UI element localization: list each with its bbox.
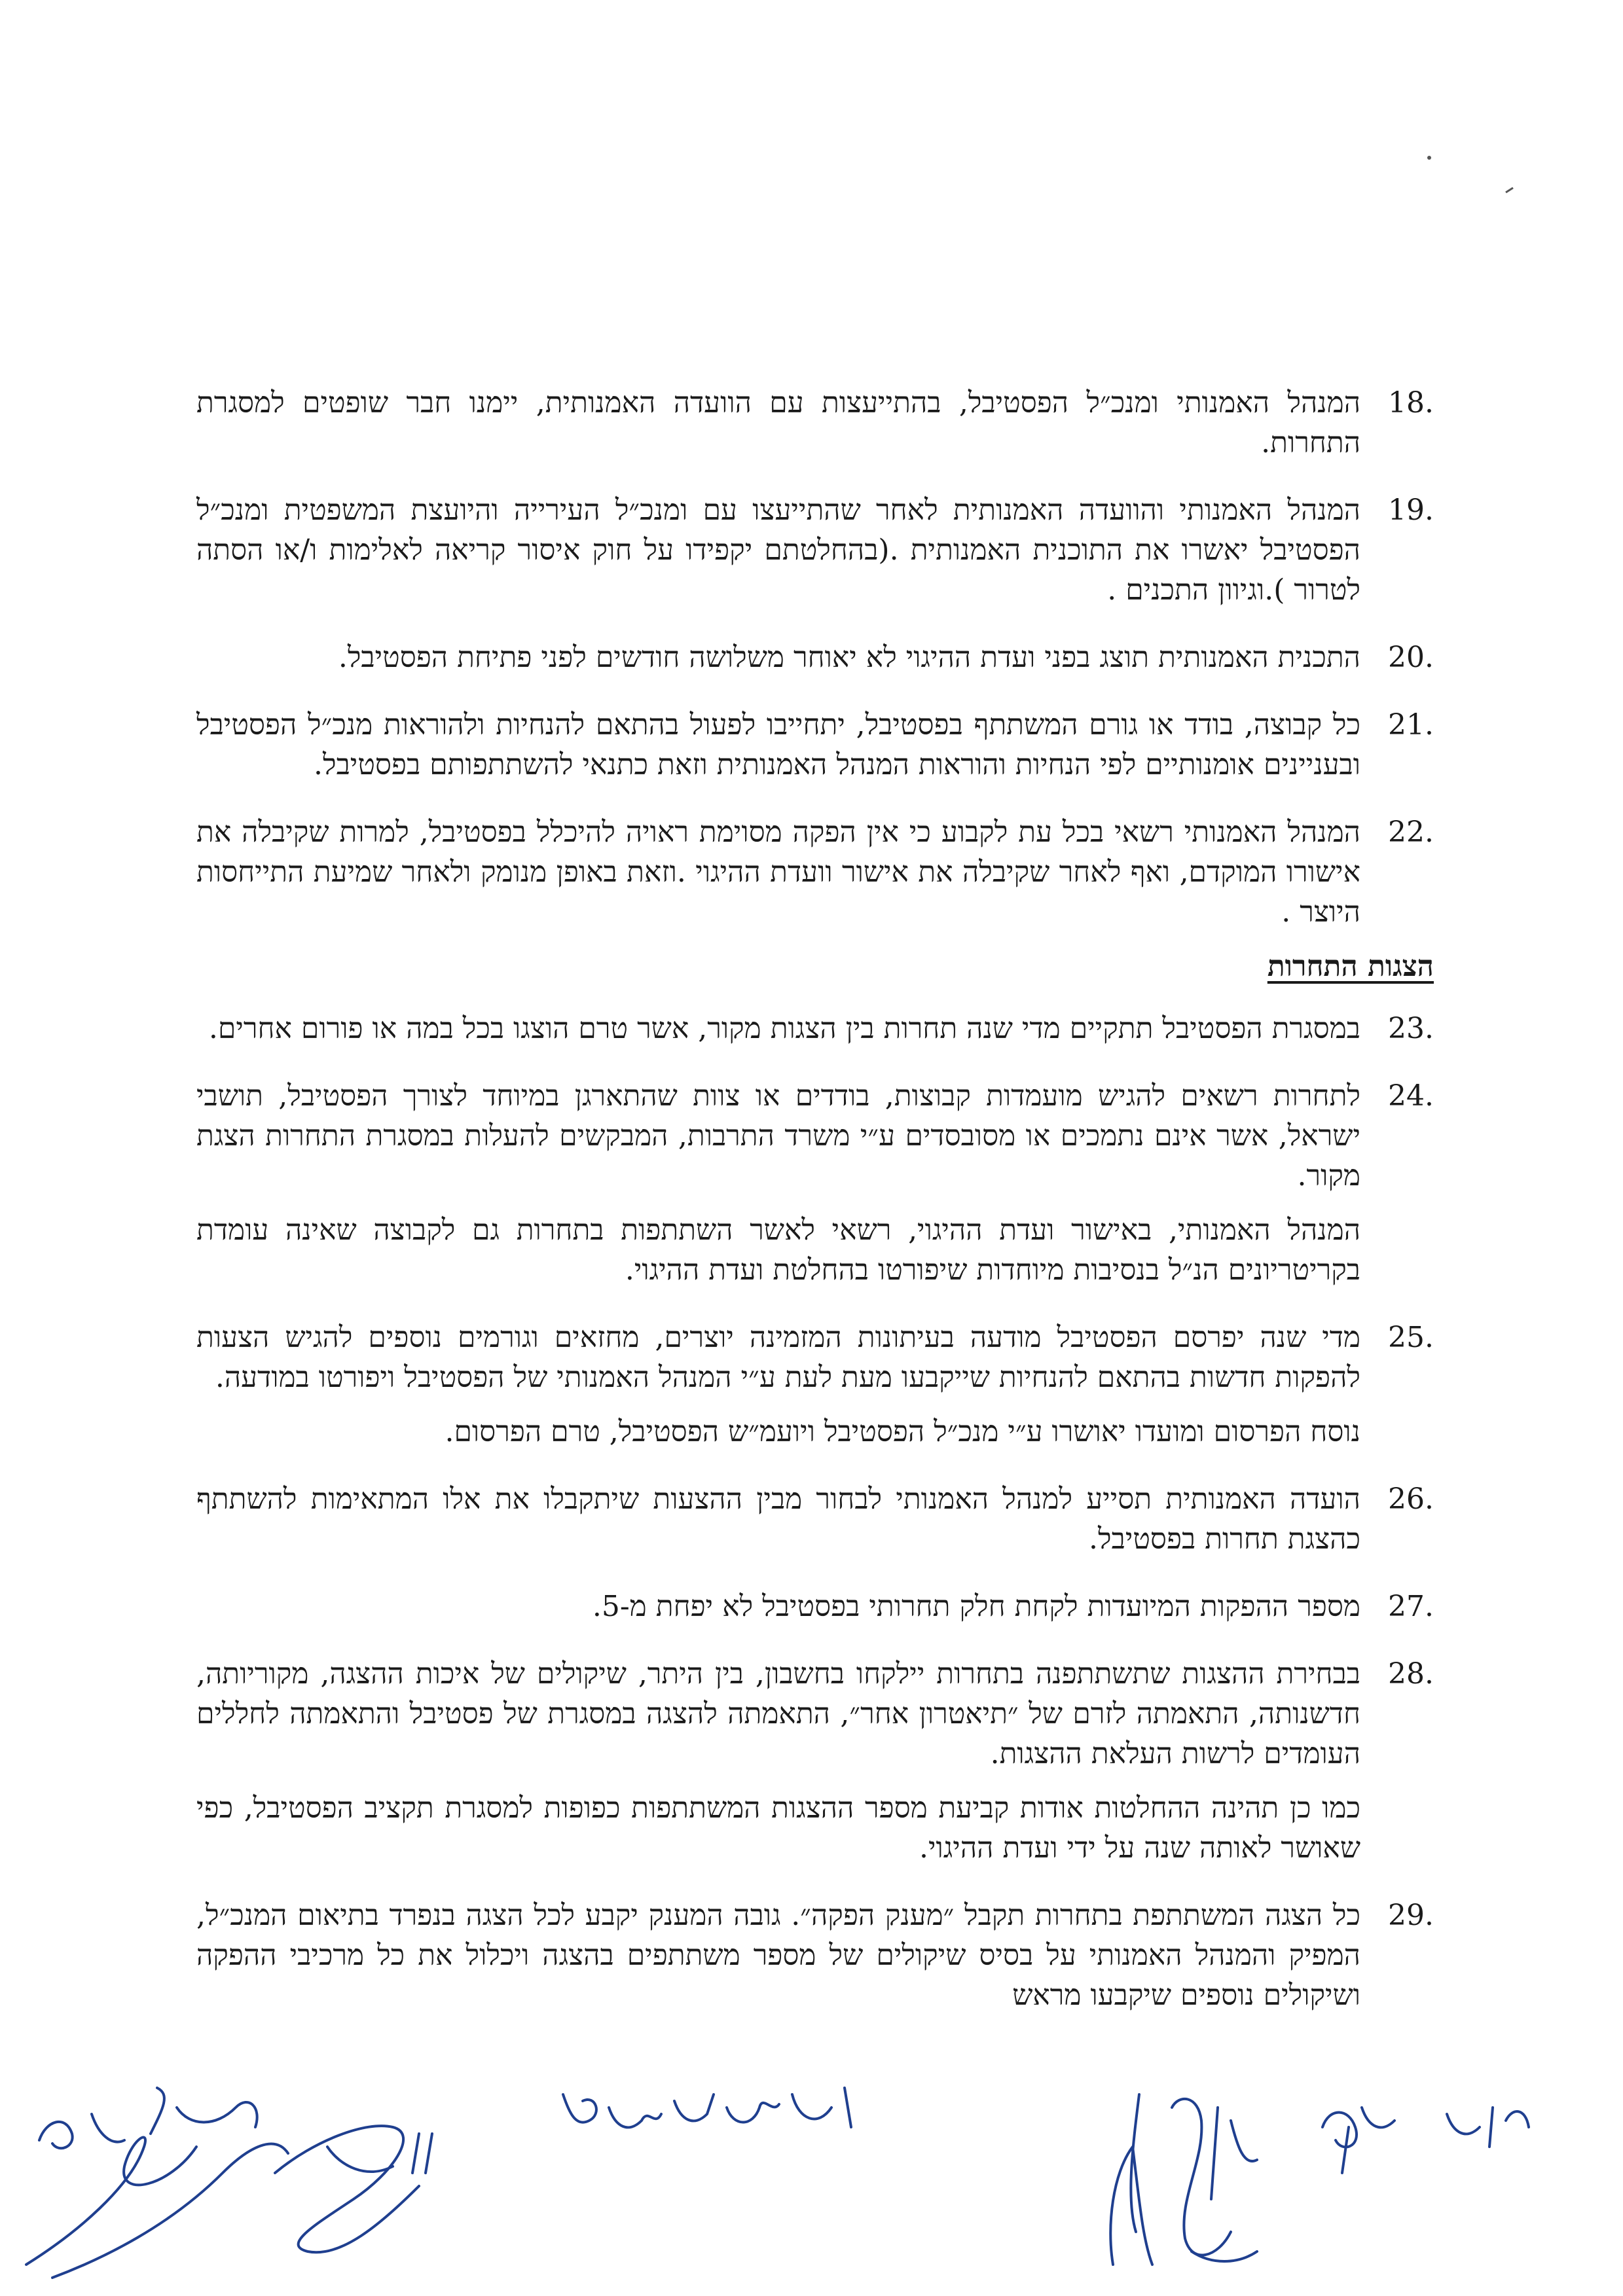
clause-25-sub: נוסח הפרסום ומועדו יאושרו ע״י מנכ״ל הפסטיבל ויועמ״ש הפסטיבל, טרם הפרסום. (445, 1415, 1360, 1448)
signature-6 (1447, 2108, 1529, 2147)
signature-2 (275, 2126, 432, 2252)
clause-text: בבחירת ההצגות שתשתתפנה בתחרות יילקחו בחשבון, בין היתר, שיקולים של איכות ההצגה, מקוריותה, חדשנותה, התאמתה לזרם של ״תיאטרון אחר״, התאמתה להצגה במסגרת של פסטיבל והתאמתה לחללים העומדים לרשות העלאת ההצגות. (196, 1657, 1360, 1770)
clause-29 (196, 1895, 1434, 2015)
signature-3 (563, 2088, 851, 2127)
clause-text: במסגרת הפסטיבל תתקיים מדי שנה תחרות בין הצגות מקור, אשר טרם הוצגו בכל במה או פורום אחרים. (208, 1012, 1360, 1045)
document-body (196, 383, 1434, 2043)
scan-specks (0, 0, 1623, 393)
clause-24-sub: המנהל האמנותי, באישור ועדת ההיגוי, רשאי לאשר השתתפות בתחרות גם לקבוצה שאינה עומדת בקריטריונים הנ״ל בנסיבות מיוחדות שיפורטו בהחלטת ועדת ההיגוי. (196, 1213, 1360, 1287)
clause-21 (196, 705, 1434, 785)
clause-text: מדי שנה יפרסם הפסטיבל מודעה בעיתונות המזמינה יוצרים, מחזאים וגורמים נוספים להגיש הצעות להפקות חדשות בהתאם להנחיות שייקבעו מעת לעת ע״י המנהל האמנותי של הפסטיבל ויפורטו במודעה. (196, 1321, 1360, 1394)
clause-28 (196, 1654, 1434, 1774)
clause-number: 23. (1388, 1012, 1434, 1045)
clause-24 (196, 1076, 1434, 1196)
signature-4 (1110, 2094, 1257, 2265)
clause-20 (196, 637, 1434, 677)
clause-text: לתחרות רשאים להגיש מועמדות קבוצות, בודדים או צוות שהתארגן במיוחד לצורך הפסטיבל, תושבי ישראל, אשר אינם נתמכים או מסובסדים ע״י משרד התרבות, המבקשים להעלות במסגרת התחרות הצגת מקור. (196, 1079, 1360, 1193)
clause-26 (196, 1479, 1434, 1559)
clause-text: הועדה האמנותית תסייע למנהל האמנותי לבחור מבין ההצעות שיתקבלו את אלו המתאימות להשתתף כהצגת תחרות בפסטיבל. (196, 1482, 1360, 1556)
clause-number: 21. (1388, 708, 1434, 742)
section-heading: הצגות התחרות (1267, 950, 1434, 983)
clause-text: המנהל האמנותי ומנכ״ל הפסטיבל, בהתייעצות עם הוועדה האמנותית, יימנו חבר שופטים למסגרת התחרות. (196, 386, 1360, 459)
clause-23 (196, 1009, 1434, 1049)
clause-number: 29. (1388, 1899, 1434, 1932)
clause-22 (196, 812, 1434, 932)
clause-text: כל הצגה המשתתפת בתחרות תקבל ״מענק הפקה״. גובה המענק יקבע לכל הצגה בנפרד בתיאום המנכ״ל, המפיק והמנהל האמנותי על בסיס שיקולים של מספר משתתפים בהצגה ויכלול את כל מרכיבי ההפקה ושיקולים נוספים שיקבעו מראש (196, 1899, 1360, 2012)
clause-text: כל קבוצה, בודד או גורם המשתתף בפסטיבל, יתחייבו לפעול בהתאם להנחיות ולהוראות מנכ״ל הפסטיבל ובעניינים אומנותיים לפי הנחיות והוראות המנהל האמנותית וזאת כתנאי להשתתפותם בפסטיבל. (196, 708, 1360, 781)
clause-text: המנהל האמנותי והוועדה האמנותית לאחר שהתייעצו עם ומנכ״ל העירייה והיועצת המשפטית ומנכ״ל הפסטיבל יאשרו את התוכנית האמנותית .(בהחלטתם יקפידו על חוק איסור קריאה לאלימות ו/או הסתה לטרור ).וגיוון התכנים . (196, 493, 1360, 607)
clause-number: 18. (1388, 386, 1434, 420)
clause-text: התכנית האמנותית תוצג בפני ועדת ההיגוי לא יאוחר משלושה חודשים לפני פתיחת הפסטיבל. (338, 641, 1360, 674)
clause-number: 20. (1388, 641, 1434, 674)
clause-27 (196, 1587, 1434, 1626)
clause-number: 25. (1388, 1321, 1434, 1354)
signature-5 (1322, 2108, 1395, 2173)
signature-1 (26, 2088, 288, 2278)
clause-number: 26. (1388, 1482, 1434, 1516)
clause-text: מספר ההפקות המיועדות לקחת חלק תחרותי בפסטיבל לא יפחת מ-5. (592, 1590, 1360, 1623)
clause-number: 27. (1388, 1590, 1434, 1623)
clause-18 (196, 383, 1434, 463)
signatures-area (0, 2068, 1623, 2296)
clause-number: 24. (1388, 1079, 1434, 1113)
clause-28-sub: כמו כן תהינה ההחלטות אודות קביעת מספר ההצגות המשתתפות כפופות למסגרת תקציב הפסטיבל, כפי שאושר לאותה שנה על ידי ועדת ההיגוי. (196, 1791, 1360, 1865)
clause-number: 22. (1388, 816, 1434, 849)
clause-19 (196, 490, 1434, 610)
clause-25 (196, 1318, 1434, 1397)
clause-number: 28. (1388, 1657, 1434, 1691)
clause-text: המנהל האמנותי רשאי בכל עת לקבוע כי אין הפקה מסוימת ראויה להיכלל בפסטיבל, למרות שקיבלה את אישורו המוקדם, ואף לאחר שקיבלה את אישור וועדת ההיגוי .וזאת באופן מנומק ולאחר שמיעת התייחסות היוצר . (196, 816, 1360, 929)
clause-number: 19. (1388, 493, 1434, 527)
